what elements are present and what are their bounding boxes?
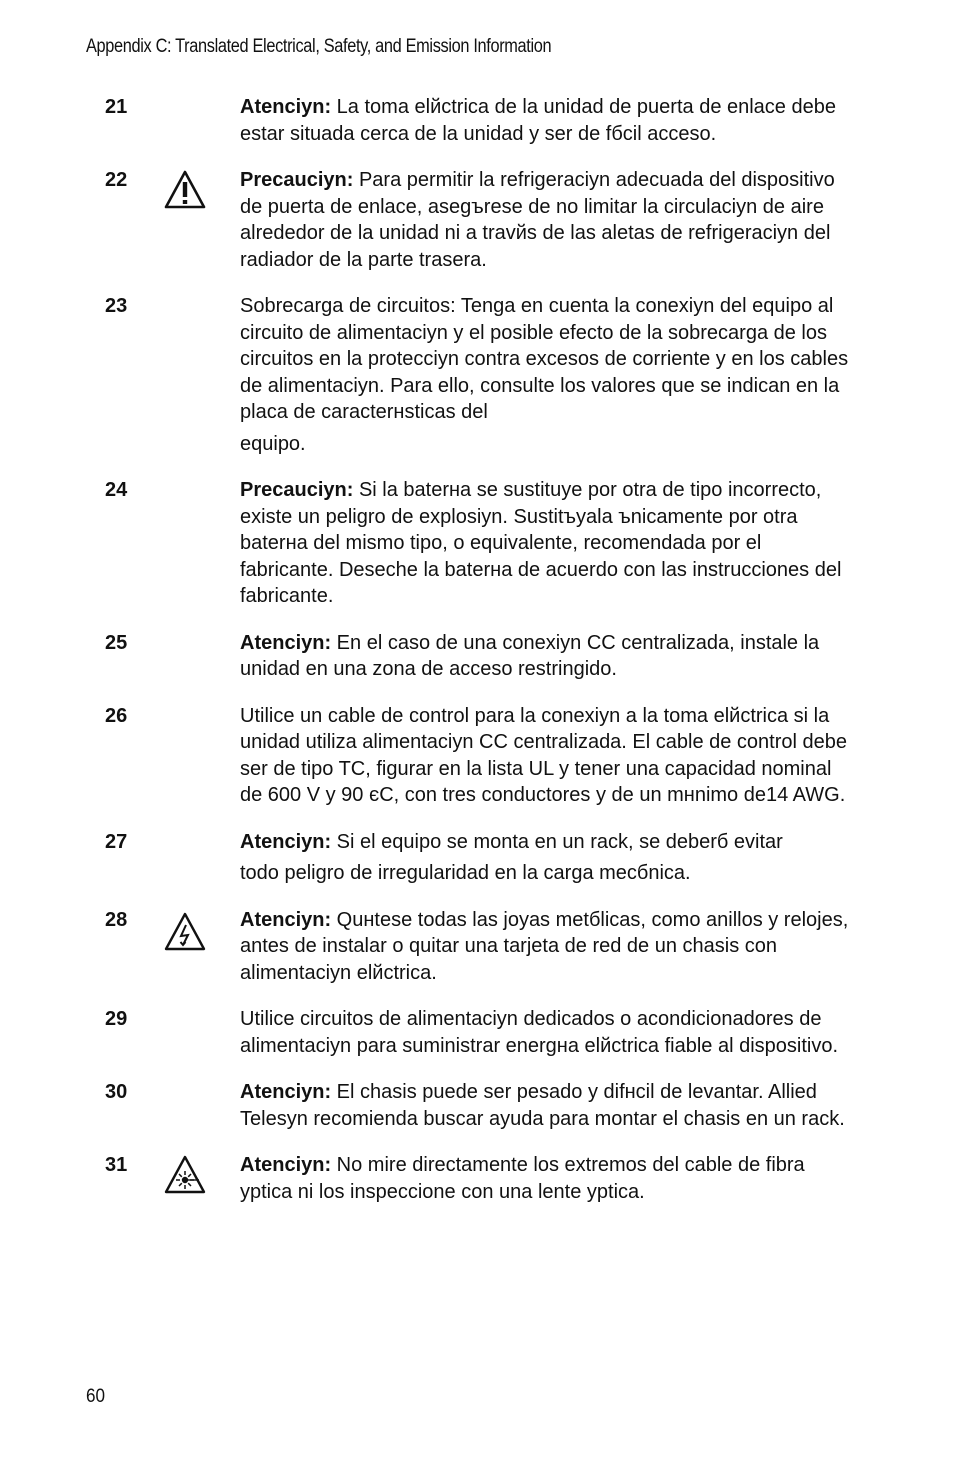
item-body: La toma elйctrica de la unidad de puerta de enlace debe estar situada cerca de la unidad y ser de fбcil acceso. [240, 96, 836, 145]
item-label: Atenciyn: [240, 631, 332, 654]
item-text [240, 907, 852, 987]
item-text [240, 630, 852, 683]
list-item [0, 167, 954, 273]
item-body: El chasis puede ser pesado y difнcil de levantar. Allied Telesyn recomienda buscar ayuda para montar el chasis en un rack. [240, 1081, 845, 1130]
item-label: Atenciyn: [240, 908, 332, 931]
item-last-line: todo peligro de irregularidad en la carga mecбnica. [240, 862, 691, 884]
list-item [0, 829, 954, 887]
item-number: 24 [105, 479, 128, 501]
item-number: 22 [105, 169, 128, 191]
item-label: Atenciyn: [240, 830, 332, 853]
item-body: Quнtese todas las joyas metбlicas, como anillos y relojes, antes de instalar o quitar una tarjeta de red de un chasis con alimentaciyn elйctrica. [240, 908, 849, 984]
item-number: 29 [105, 1008, 128, 1030]
warning-list [0, 94, 954, 1225]
item-text [240, 293, 852, 457]
item-body: Si el equipo se monta en un rack, se deberб evitar [331, 830, 783, 853]
item-text [240, 167, 852, 273]
list-item [0, 477, 954, 610]
item-text [240, 94, 852, 147]
page-header: Appendix C: Translated Electrical, Safety, and Emission Information [86, 36, 552, 57]
item-text [240, 477, 852, 610]
item-text [240, 829, 852, 887]
item-body: En el caso de una conexiyn CC centralizada, instale la unidad en una zona de acceso restringido. [240, 631, 820, 680]
item-body: No mire directamente los extremos del cable de fibra yptica ni los inspeccione con una lente yptica. [240, 1154, 805, 1203]
item-body: Utilice circuitos de alimentaciyn dedicados o acondicionadores de alimentaciyn para suministrar energнa elйctrica fiable al dispositivo. [240, 1008, 839, 1057]
list-item [0, 1079, 954, 1132]
item-text [240, 703, 852, 809]
item-number: 27 [105, 830, 128, 853]
item-number: 26 [105, 704, 128, 727]
electrical-hazard-icon [163, 911, 207, 955]
item-number: 21 [105, 96, 128, 118]
item-number: 25 [105, 631, 128, 654]
item-body: Para permitir la refrigeraciyn adecuada del dispositivo de puerta de enlace, asegъrese de no limitar la circulaciyn de aire alrededor de la unidad ni a travйs de las aletas de refrigeraciyn del radiador de la parte trasera. [240, 169, 835, 271]
item-text [240, 1152, 852, 1205]
item-body: Utilice un cable de control para la conexiyn a la toma elйctrica si la unidad utiliza alimentaciyn CC centralizada. El cable de control debe ser de tipo TC, figurar en la lista UL y tener una capacidad nominal de 600 V y 90 єC, con tres conductores y de un mнnimo de14 AWG. [240, 704, 848, 806]
item-number: 30 [105, 1081, 128, 1103]
list-item [0, 1152, 954, 1205]
caution-icon [163, 169, 207, 213]
item-label: Precauciyn: [240, 169, 354, 191]
item-label: Atenciyn: [240, 1154, 332, 1176]
item-text [240, 1006, 852, 1059]
item-number: 31 [105, 1154, 128, 1176]
item-text [240, 1079, 852, 1132]
list-item [0, 907, 954, 987]
list-item [0, 94, 954, 147]
item-body: Si la baterнa se sustituye por otra de tipo incorrecto, existe un peligro de explosiyn. Sustitъyala ъnicamente por otra baterнa del mismo tipo, o equivalente, recomendada por el fabricante. Deseche la baterнa de acuerdo con las instrucciones del fabricante. [240, 479, 842, 607]
item-body: Sobrecarga de circuitos: Tenga en cuenta la conexiyn del equipo al circuito de alimentaciyn y el posible efecto de la sobrecarga de los circuitos en la protecciyn contra excesos de corriente y en los cables de alimentaciyn. Para ello, consulte los valores que se indican en la placa de caracterнsticas del [240, 295, 849, 423]
page-number: 60 [86, 1386, 106, 1407]
list-item [0, 293, 954, 457]
item-last-line: equipo. [240, 432, 306, 455]
list-item [0, 703, 954, 809]
list-item [0, 630, 954, 683]
laser-hazard-icon [163, 1154, 207, 1198]
item-label: Atenciyn: [240, 96, 332, 118]
item-label: Precauciyn: [240, 479, 354, 501]
item-number: 23 [105, 295, 128, 317]
list-item [0, 1006, 954, 1059]
item-number: 28 [105, 908, 128, 931]
item-label: Atenciyn: [240, 1081, 332, 1103]
